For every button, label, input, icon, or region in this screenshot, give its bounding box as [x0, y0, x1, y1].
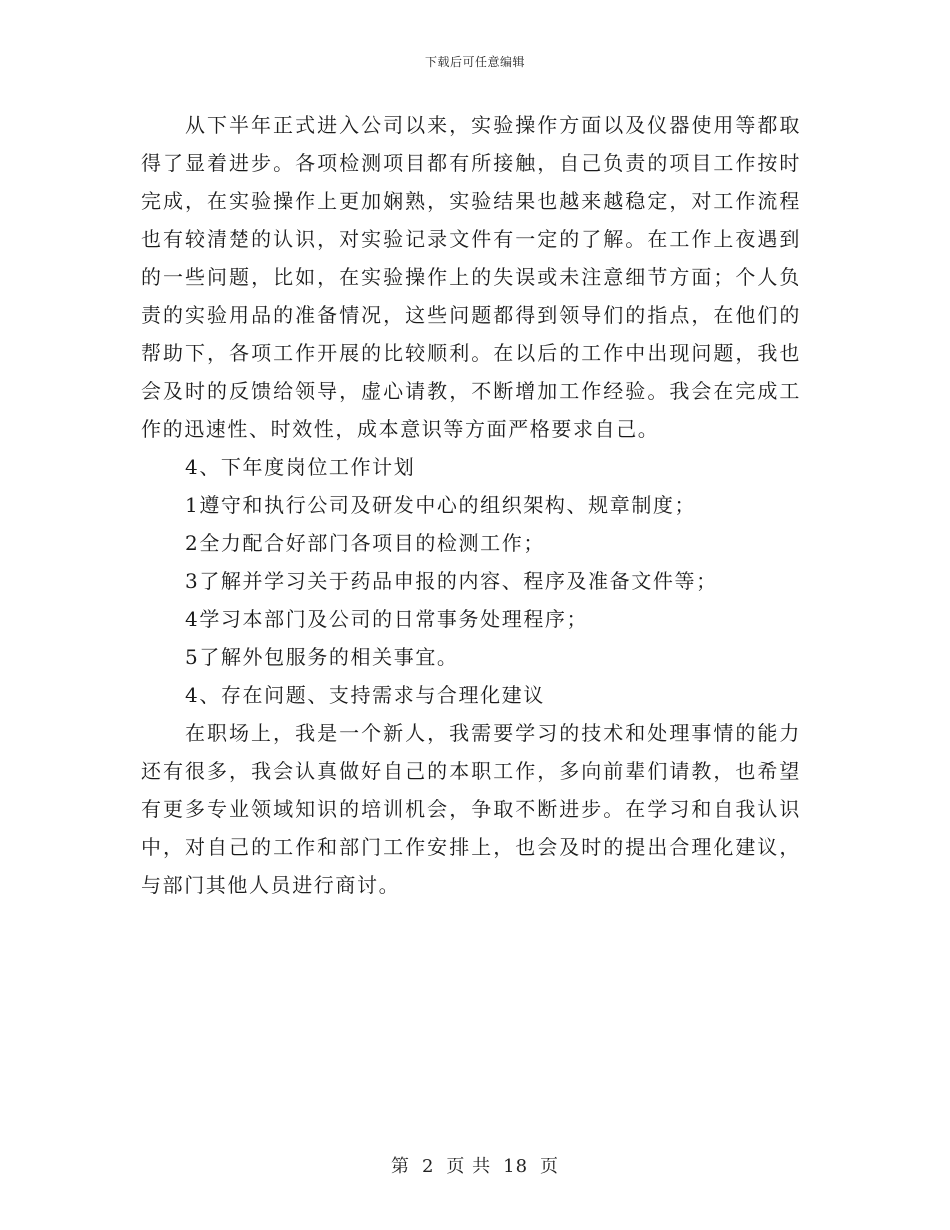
- page-header: 下载后可任意编辑: [424, 55, 525, 69]
- plan-item-3: 3了解并学习关于药品申报的内容、程序及准备文件等；: [185, 569, 718, 593]
- plan-item-2: 2全力配合好部门各项目的检测工作；: [185, 531, 545, 555]
- plan-item-1: 1遵守和执行公司及研发中心的组织架构、规章制度；: [185, 493, 697, 517]
- page-number-suffix: 页: [540, 1156, 560, 1177]
- page-footer: [0, 1152, 950, 1178]
- plan-item-5: 5了解外包服务的相关事宜。: [185, 645, 459, 669]
- section-heading-work-plan: 4、下年度岗位工作计划: [185, 455, 416, 479]
- page-number-middle: 页 共: [446, 1156, 492, 1177]
- page-number-prefix: 第: [390, 1156, 410, 1177]
- document-body: [141, 106, 801, 904]
- paragraph-work-summary: 从下半年正式进入公司以来，实验操作方面以及仪器使用等都取得了显着进步。各项检测项目都有所接触，自己负责的项目工作按时完成，在实验操作上更加娴熟，实验结果也越来越稳定，对工作流程也有较清楚的认识，对实验记录文件有一定的了解。在工作上夜遇到的一些问题，比如，在实验操作上的失误或未注意细节方面；个人负责的实验用品的准备情况，这些问题都得到领导们的指点，在他们的帮助下，各项工作开展的比较顺利。在以后的工作中出现问题，我也会及时的反馈给领导，虚心请教，不断增加工作经验。我会在完成工作的迅速性、时效性，成本意识等方面严格要求自己。: [141, 113, 801, 441]
- total-page-count: 18: [503, 1156, 529, 1177]
- section-heading-issues: 4、存在问题、支持需求与合理化建议: [185, 683, 545, 707]
- current-page-number: 2: [421, 1156, 435, 1177]
- plan-item-4: 4学习本部门及公司的日常事务处理程序；: [185, 607, 589, 631]
- paragraph-issues: 在职场上，我是一个新人，我需要学习的技术和处理事情的能力还有很多，我会认真做好自己的本职工作，多向前辈们请教，也希望有更多专业领域知识的培训机会，争取不断进步。在学习和自我认识中，对自己的工作和部门工作安排上，也会及时的提出合理化建议，与部门其他人员进行商讨。: [141, 721, 801, 897]
